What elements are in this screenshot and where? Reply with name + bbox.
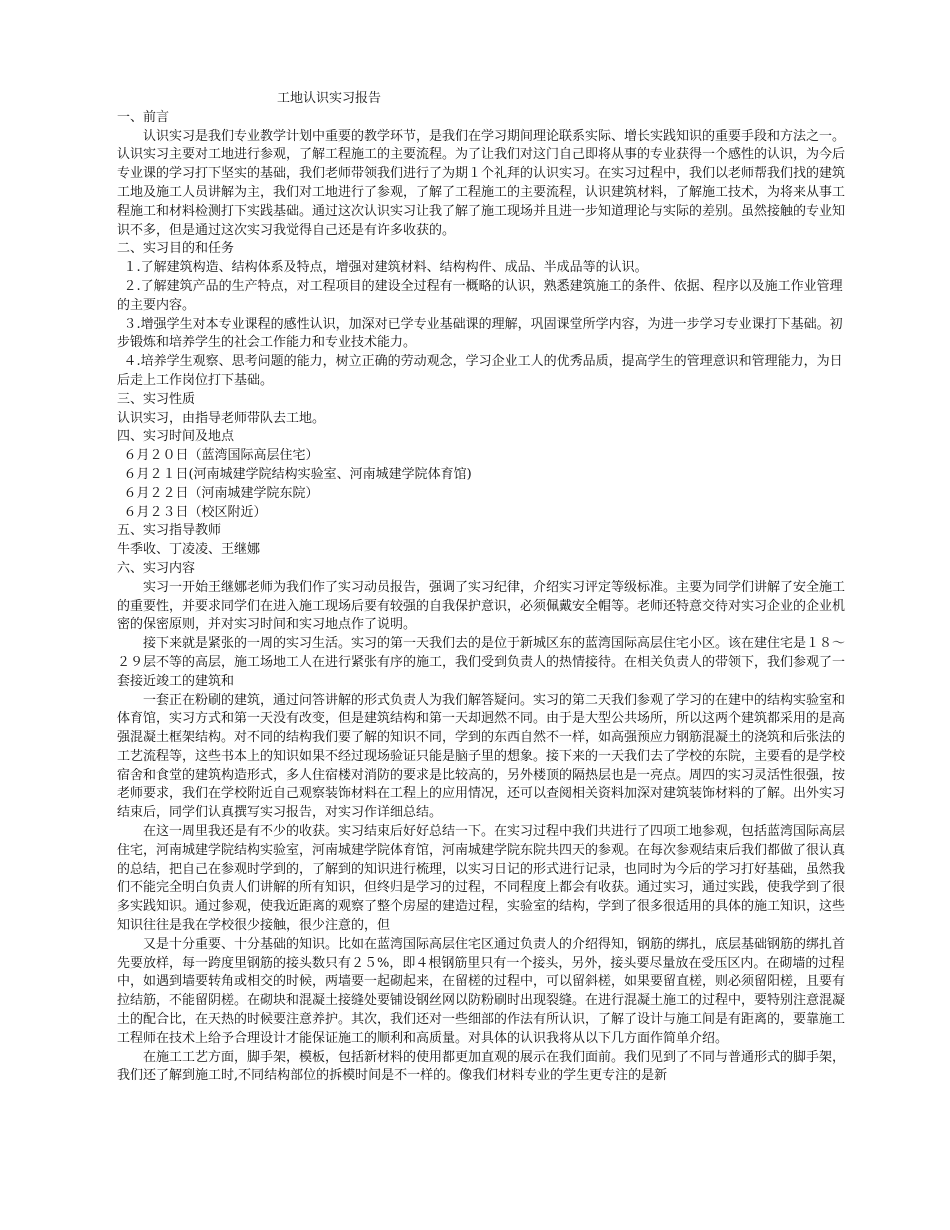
section-heading-teachers: 五、实习指导教师 — [117, 523, 222, 539]
section-heading-purpose: 二、实习目的和任务 — [117, 241, 235, 257]
schedule-item-3: ６月２２日（河南城建学院东院） — [123, 485, 319, 501]
schedule-item-4: ６月２３日（校区附近） — [123, 504, 267, 520]
paragraph-content-4: 在这一周里我还是有不少的收获。实习结束后好好总结一下。在实习过程中我们共进行了四项工地参观，包括蓝湾国际高层住宅，河南城建学院结构实验室，河南城建学院体育馆，河南城建学院东院共四天的参观。在每次参观结束后我们都做了很认真的总结，把自己在参观时学到的，了解到的知识进行梳理，以实习日记的形式进行记录，也同时为今后的学习打好基础，虽然我们不能完全明白负责人们讲解的所有知识，但终归是学习的过程，不同程度上都会有收获。通过实习，通过实践，使我学到了很多实践知识。通过参观，使我近距离的观察了整个房屋的建造过程，实验室的结构，学到了很多很适用的具体的施工知识，这些知识往往是我在学校很少接触，很少注意的，但 — [117, 824, 846, 934]
purpose-item-3: ３.增强学生对本专业课程的感性认识，加深对已学专业基础课的理解，巩固课堂所学内容，为进一步学习专业课打下基础。初步锻炼和培养学生的社会工作能力和专业技术能力。 — [117, 316, 843, 351]
document-page — [117, 90, 854, 1086]
paragraph-intro: 认识实习是我们专业教学计划中重要的教学环节，是我们在学习期间理论联系实际、增长实践知识的重要手段和方法之一。认识实习主要对工地进行参观，了解工程施工的主要流程。为了让我们对这门自己即将从事的专业获得一个感性的认识，为今后专业课的学习打下坚实的基础，我们老师带领我们进行了为期１个礼拜的认识实习。在实习过程中，我们以老师帮我们找的建筑工地及施工人员讲解为主，我们对工地进行了参观，了解了工程施工的主要流程，认识建筑材料，了解施工技术，为将来从事工程施工和材料检测打下实践基础。通过这次认识实习让我了解了施工现场并且进一步知道理论与实际的差别。虽然接触的专业知识不多，但是通过这次实习我觉得自己还是有许多收获的。 — [117, 128, 846, 238]
section-heading-content: 六、实习内容 — [117, 560, 196, 576]
section-heading-nature: 三、实习性质 — [117, 391, 196, 407]
schedule-item-2: ６月２１日(河南城建学院结构实验室、河南城建学院体育馆) — [123, 466, 472, 482]
paragraph-content-1: 实习一开始王继娜老师为我们作了实习动员报告，强调了实习纪律，介绍实习评定等级标准。主要为同学们讲解了安全施工的重要性，并要求同学们在进入施工现场后要有较强的自我保护意识，必须佩戴安全帽等。老师还特意交待对实习企业的企业机密的保密原则，并对实习时间和实习地点作了说明。 — [117, 579, 846, 633]
paragraph-content-2: 接下来就是紧张的一周的实习生活。实习的第一天我们去的是位于新城区东的蓝湾国际高层住宅小区。该在建住宅是１８～２９层不等的高层，施工场地工人在进行紧张有序的施工，我们受到负责人的热情接待。在相关负责人的带领下，我们参观了一套接近竣工的建筑和 — [117, 636, 846, 689]
section-heading-schedule: 四、实习时间及地点 — [117, 429, 235, 445]
schedule-item-1: ６月２０日（蓝湾国际高层住宅） — [123, 448, 319, 464]
purpose-item-1: １.了解建筑构造、结构体系及特点，增强对建筑材料、结构构件、成品、半成品等的认识。 — [123, 260, 648, 276]
paragraph-content-5: 又是十分重要、十分基础的知识。比如在蓝湾国际高层住宅区通过负责人的介绍得知，钢筋的绑扎，底层基础钢筋的绑扎首先要放样，每一跨度里钢筋的接头数只有２５%，即４根钢筋里只有一个接头，另外，接头要尽量放在受压区内。在砌墙的过程中，如遇到墙要转角或相交的时候，两墙要一起砌起来，在留槎的过程中，可以留斜槎，如果要留直槎，则必须留阳槎，且要有拉结筋，不能留阴槎。在砌块和混凝土接缝处要铺设钢丝网以防粉刷时出现裂缝。在进行混凝土施工的过程中，要特别注意混凝土的配合比，在天热的时候要注意养护。其次，我们还对一些细部的作法有所认识，了解了设计与施工间是有距离的，要靠施工工程师在技术上给予合理设计才能保证施工的顺利和高质量。对具体的认识我将从以下几方面作简单介绍。 — [117, 936, 846, 1046]
section-heading-intro: 一、前言 — [117, 109, 170, 125]
paragraph-content-3: 一套正在粉刷的建筑，通过问答讲解的形式负责人为我们解答疑问。实习的第二天我们参观了学习的在建中的结构实验室和体育馆，实习方式和第一天没有改变，但是建筑结构和第一天却迥然不同。由于是大型公共场所，所以这两个建筑都采用的是高强混凝土框架结构。对不同的结构我们要了解的知识不同，学到的东西自然不一样，如高强预应力钢筋混凝土的浇筑和后张法的工艺流程等，这些书本上的知识如果不经过现场验证只能是脑子里的想象。接下来的一天我们去了学校的东院，主要看的是学校宿舍和食堂的建筑构造形式，多人住宿楼对消防的要求是比较高的，另外楼顶的隔热层也是一亮点。周四的实习灵活性很强，按老师要求，我们在学校附近自己观察装饰材料在工程上的应用情况，还可以查阅相关资料加深对建筑装饰材料的了解。出外实习结束后，同学们认真撰写实习报告，对实习作详细总结。 — [117, 692, 846, 821]
paragraph-nature: 认识实习，由指导老师带队去工地。 — [117, 410, 326, 426]
document-title: 工地认识实习报告 — [277, 91, 382, 106]
purpose-item-2: ２.了解建筑产品的生产特点，对工程项目的建设全过程有一概略的认识，熟悉建筑施工的条件、依据、程序以及施工作业管理的主要内容。 — [117, 278, 843, 313]
paragraph-content-6: 在施工工艺方面，脚手架，模板，包括新材料的使用都更加直观的展示在我们面前。我们见到了不同与普通形式的脚手架，我们还了解到施工时,不同结构部位的拆模时间是不一样的。像我们材料专业的学生更专注的是新 — [117, 1049, 846, 1084]
purpose-item-4: ４.培养学生观察、思考问题的能力，树立正确的劳动观念，学习企业工人的优秀品质，提高学生的管理意识和管理能力，为日后走上工作岗位打下基础。 — [117, 354, 843, 388]
paragraph-teachers: 牛季收、丁凌凌、王继娜 — [117, 542, 261, 558]
